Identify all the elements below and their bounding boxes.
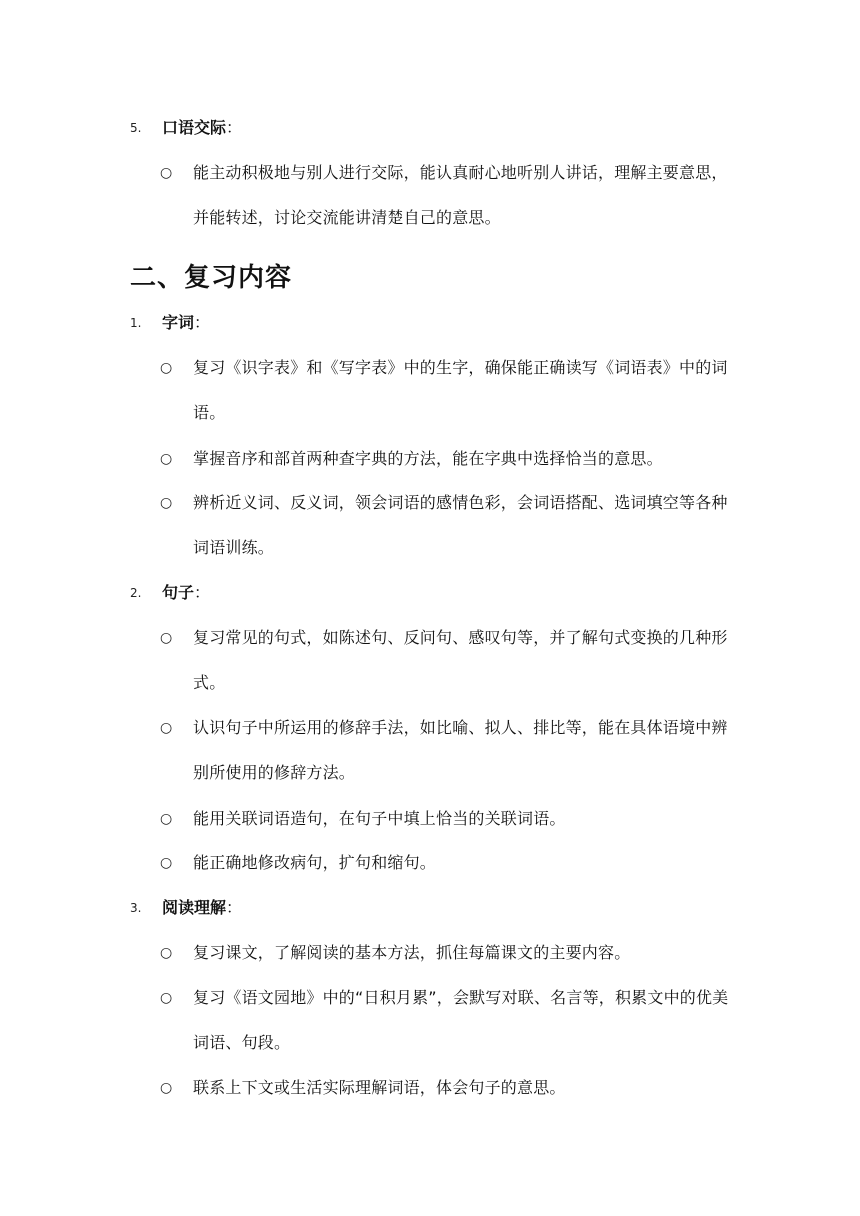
list-number: 5. xyxy=(130,121,142,135)
sub-list-item-text: 复习《语文园地》中的“日积月累”，会默写对联、名言等，积累文中的优美词语、句段。 xyxy=(193,988,729,1052)
list-item-label: 阅读理解： xyxy=(162,898,243,917)
bullet-circle-icon: ○ xyxy=(160,945,173,961)
list-item-sentences xyxy=(130,578,770,608)
list-number: 2. xyxy=(130,586,142,600)
list-number: 3. xyxy=(130,901,142,915)
list-item-oral-communication xyxy=(130,113,770,143)
sub-list-item-text: 掌握音序和部首两种查字典的方法，能在字典中选择恰当的意思。 xyxy=(193,449,663,468)
bullet-circle-icon: ○ xyxy=(160,990,173,1006)
sub-list-item-text: 能用关联词语造句，在句子中填上恰当的关联词语。 xyxy=(193,809,566,828)
bullet-circle-icon: ○ xyxy=(160,855,173,871)
bullet-circle-icon: ○ xyxy=(160,360,173,376)
sub-list-item-text: 能主动积极地与别人进行交际，能认真耐心地听别人讲话，理解主要意思，并能转述，讨论交流能讲清楚自己的意思。 xyxy=(193,163,728,227)
list-number: 1. xyxy=(130,316,142,330)
bullet-circle-icon: ○ xyxy=(160,811,173,827)
bullet-circle-icon: ○ xyxy=(160,1080,173,1096)
bullet-circle-icon: ○ xyxy=(160,630,173,646)
list-item-label: 句子： xyxy=(162,583,211,602)
bullet-circle-icon: ○ xyxy=(160,495,173,511)
sub-list-item-text: 复习常见的句式，如陈述句、反问句、感叹句等，并了解句式变换的几种形式。 xyxy=(193,628,728,692)
sub-list-item-text: 能正确地修改病句，扩句和缩句。 xyxy=(193,853,437,872)
sub-list-item-text: 复习《识字表》和《写字表》中的生字，确保能正确读写《词语表》中的词语。 xyxy=(193,358,728,422)
bullet-circle-icon: ○ xyxy=(160,165,173,181)
bullet-circle-icon: ○ xyxy=(160,720,173,736)
list-item-label: 字词： xyxy=(162,313,211,332)
sub-list-item-text: 联系上下文或生活实际理解词语，体会句子的意思。 xyxy=(193,1078,566,1097)
list-item-label: 口语交际： xyxy=(162,118,243,137)
bullet-circle-icon: ○ xyxy=(160,451,173,467)
list-item-reading-comprehension xyxy=(130,893,770,923)
list-item-characters-words xyxy=(130,308,770,338)
sub-list-item-text: 认识句子中所运用的修辞手法，如比喻、拟人、排比等，能在具体语境中辨别所使用的修辞方法。 xyxy=(193,718,728,782)
section-heading: 二、复习内容 xyxy=(130,263,293,293)
sub-list-item-text: 复习课文，了解阅读的基本方法，抓住每篇课文的主要内容。 xyxy=(193,943,631,962)
sub-list-item-text: 辨析近义词、反义词，领会词语的感情色彩，会词语搭配、选词填空等各种词语训练。 xyxy=(193,493,728,557)
